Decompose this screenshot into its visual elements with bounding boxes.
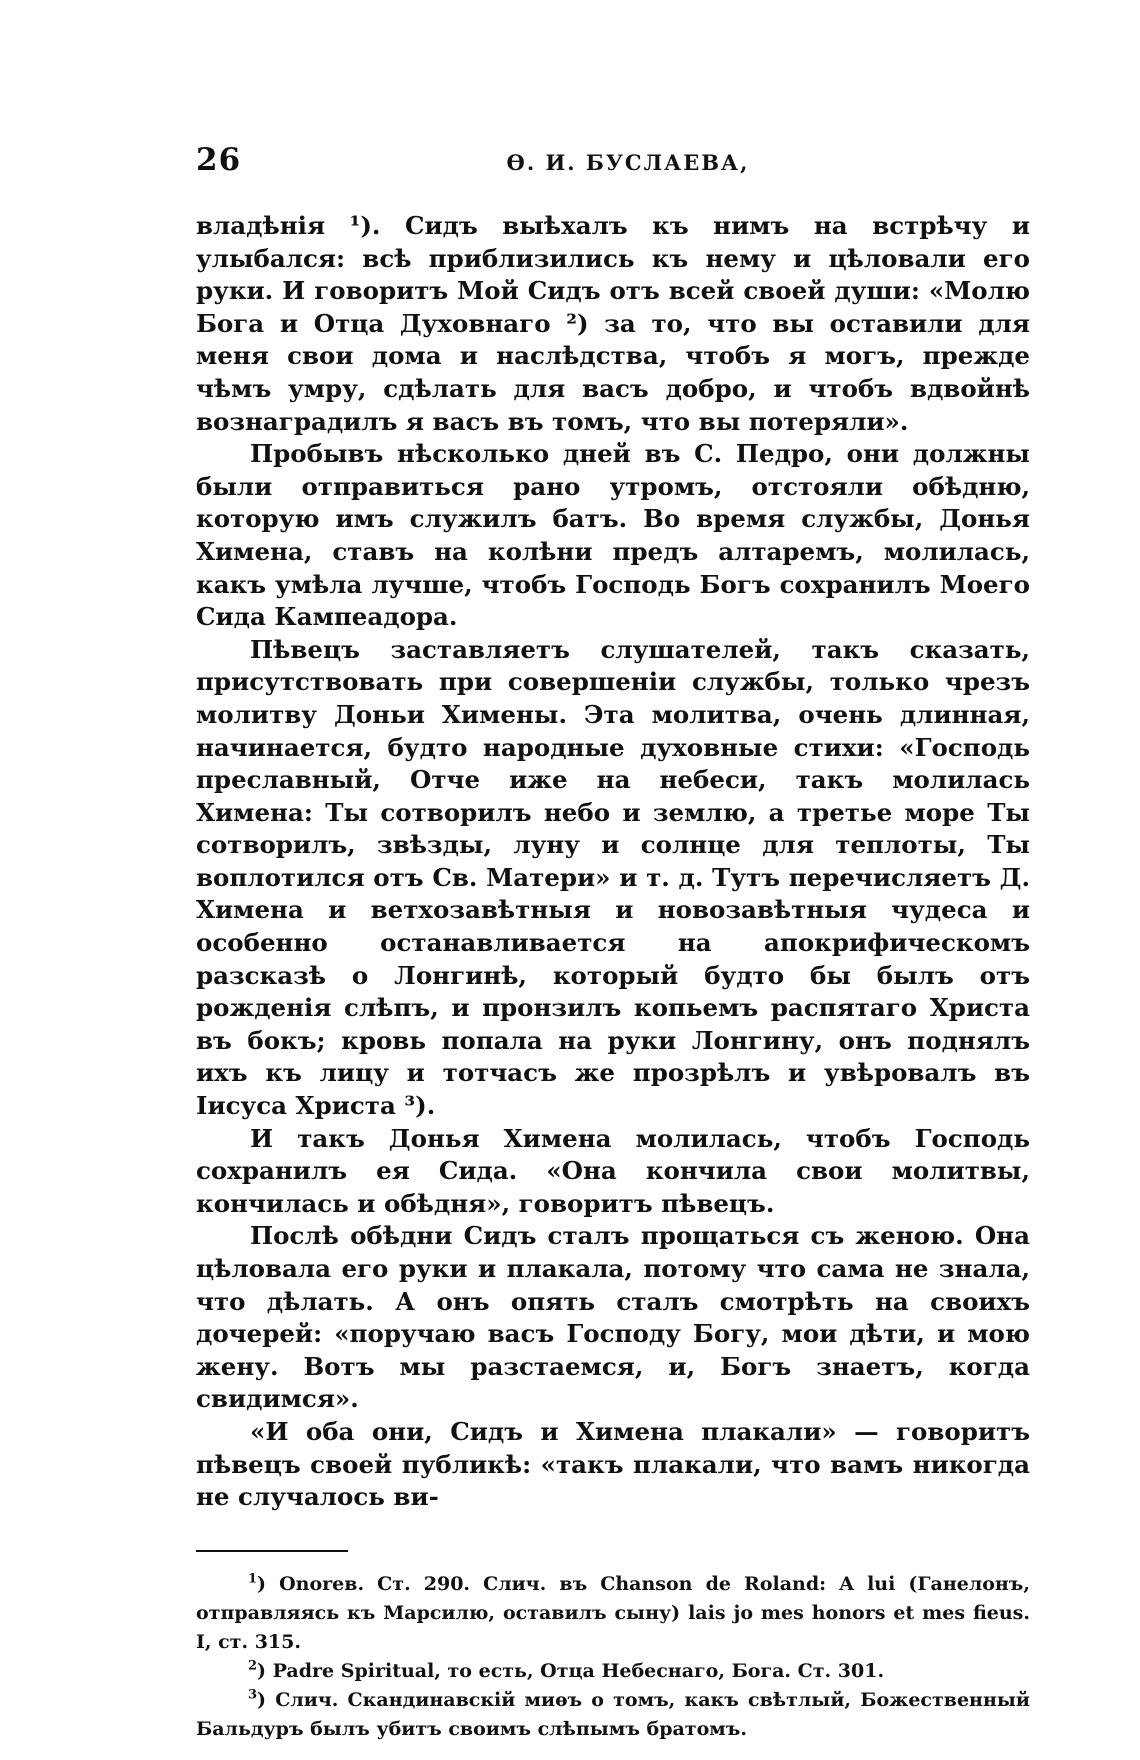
paragraph-4: И такъ Донья Химена молилась, чтобъ Господь сохранилъ ея Сида. «Она кончила свои молитвы, кончилась и обѣдня», говоритъ пѣвецъ. <box>196 1123 1030 1218</box>
paragraph-1: владѣнія ¹). Сидъ выѣхалъ къ нимъ на встрѣчу и улыбался: всѣ приблизились къ нему и цѣловали его руки. И говоритъ Мой Сидъ отъ всей своей души: «Молю Бога и Отца Духовнаго ²) за то, что вы оставили для меня свои дома и наслѣдства, чтобъ я могъ, прежде чѣмъ умру, сдѣлать для васъ добро, и чтобъ вдвойнѣ вознаградилъ я васъ въ томъ, что вы потеряли». <box>196 211 1030 436</box>
footnote-divider <box>196 1550 348 1552</box>
paragraph-5: Послѣ обѣдни Сидъ сталъ прощаться съ женою. Она цѣловала его руки и плакала, потому что сама не знала, что дѣлать. А онъ опять сталъ смотрѣть на своихъ дочерей: «поручаю васъ Господу Богу, мои дѣти, и мою жену. Вотъ мы разстаемся, и, Богъ знаетъ, когда свидимся». <box>196 1221 1030 1414</box>
footnotes <box>196 1570 1030 1744</box>
footnote-marker-1: 1 <box>248 1571 258 1587</box>
book-page <box>196 142 1030 1744</box>
page-header <box>196 142 1030 192</box>
body-text <box>196 210 1030 1514</box>
footnote-1 <box>196 1570 1030 1657</box>
footnote-marker-2: 2 <box>248 1658 258 1674</box>
footnote-marker-3: 3 <box>248 1687 258 1703</box>
paragraph-3: Пѣвецъ заставляетъ слушателей, такъ сказать, присутствовать при совершеніи службы, только чрезъ молитву Доньи Химены. Эта молитва, очень длинная, начинается, будто народные духовные стихи: «Господь преславный, Отче иже на небеси, такъ молилась Химена: Ты сотворилъ небо и землю, а третье море Ты сотворилъ, звѣзды, луну и солнце для теплоты, Ты воплотился отъ Св. Матери» и т. д. Тутъ перечисляетъ Д. Химена и ветхозавѣтныя и новозавѣтныя чудеса и особенно останавливается на апокрифическомъ разсказѣ о Лонгинѣ, который будто бы былъ отъ рожденія слѣпъ, и пронзилъ копьемъ распятаго Христа въ бокъ; кровь попала на руки Лонгину, онъ поднялъ ихъ къ лицу и тотчасъ же прозрѣлъ и увѣровалъ въ Іисуса Христа ³). <box>196 634 1030 1121</box>
footnote-text-1: ) Onoreв. Ст. 290. Слич. въ Chanson de Roland: A lui (Ганелонъ, отправляясь къ Марсилю, оставилъ сыну) lais jo mes honors et mes fieus. I, ст. 315. <box>196 1572 1030 1653</box>
page-number: 26 <box>196 142 242 178</box>
footnote-text-3: ) Слич. Скандинавскій миѳъ о томъ, какъ свѣтлый, Божественный Бальдуръ былъ убитъ своимъ слѣпымъ братомъ. <box>196 1688 1030 1740</box>
footnote-text-2: ) Padre Spiritual, то есть, Отца Небеснаго, Бога. Ст. 301. <box>257 1659 885 1682</box>
footnote-2 <box>196 1657 1030 1686</box>
footnote-3 <box>196 1686 1030 1744</box>
paragraph-6: «И оба они, Сидъ и Химена плакали» — говоритъ пѣвецъ своей публикѣ: «такъ плакали, что вамъ никогда не случалось ви- <box>196 1416 1030 1512</box>
running-head: Ѳ. И. БУСЛАЕВА, <box>506 150 750 175</box>
paragraph-2: Пробывъ нѣсколько дней въ С. Педро, они должны были отправиться рано утромъ, отстояли обѣдню, которую имъ служилъ батъ. Во время службы, Донья Химена, ставъ на колѣни предъ алтаремъ, молилась, какъ умѣла лучше, чтобъ Господь Богъ сохранилъ Моего Сида Кампеадора. <box>196 439 1030 632</box>
